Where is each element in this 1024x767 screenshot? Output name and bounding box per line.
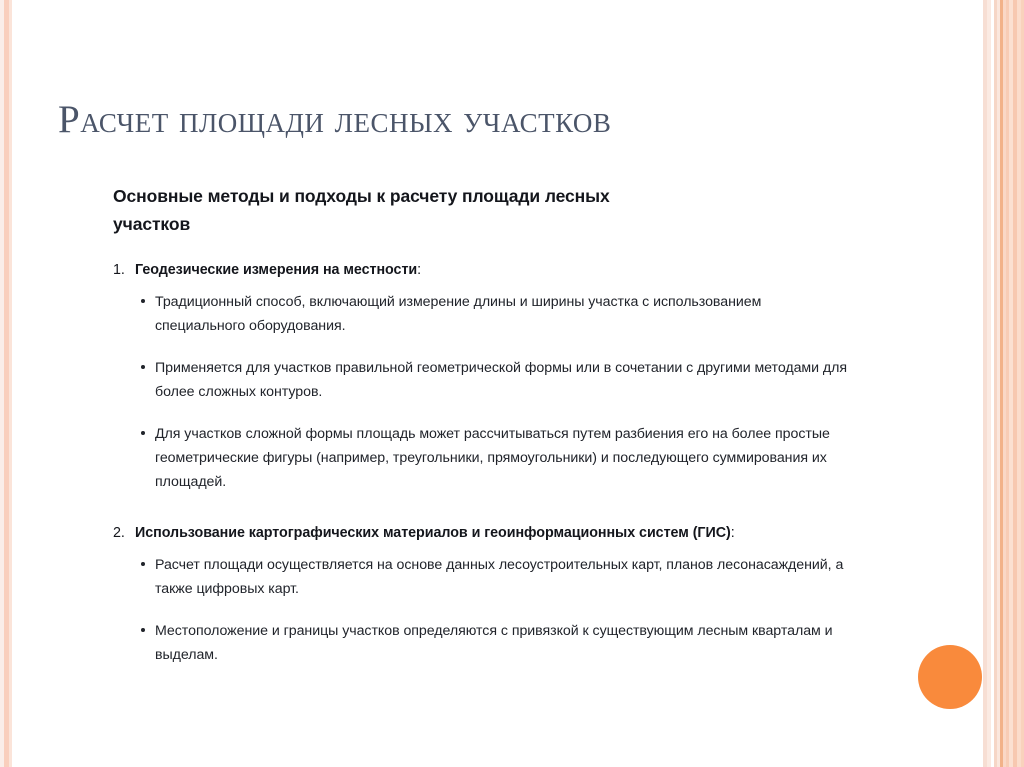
section-spacer <box>113 512 853 522</box>
slide-content <box>113 182 853 685</box>
decorative-stripe <box>12 0 14 767</box>
numbered-item-1 <box>113 259 853 282</box>
decorative-stripe <box>1009 0 1013 767</box>
bullet-dot-icon <box>141 365 145 369</box>
bullet-dot-icon <box>141 299 145 303</box>
decorative-stripe <box>1013 0 1017 767</box>
decorative-stripe <box>994 0 997 767</box>
bullet-dot-icon <box>141 628 145 632</box>
decorative-stripe <box>980 0 983 767</box>
decorative-stripe <box>0 0 4 767</box>
bullet-dot-icon <box>141 562 145 566</box>
bullet-list-1 <box>113 290 853 495</box>
list-item-text: Традиционный способ, включающий измерение длины и ширины участка с использованием специального оборудования. <box>155 293 762 335</box>
decorative-stripe <box>1003 0 1006 767</box>
decorative-stripe <box>991 0 994 767</box>
list-number-2: 2. <box>113 524 125 541</box>
list-item <box>113 290 853 339</box>
decorative-stripe <box>987 0 991 767</box>
list-label-2: Использование картографических материалов и геоинформационных систем (ГИС) <box>135 524 731 541</box>
list-item-text: Для участков сложной формы площадь может рассчитываться путем разбиения его на более простые геометрические фигуры (например, треугольники, прямоугольники) и последующего суммирования их площадей. <box>155 425 830 491</box>
numbered-item-2 <box>113 522 853 545</box>
decorative-stripe <box>9 0 12 767</box>
list-item <box>113 619 853 668</box>
list-label-1: Геодезические измерения на местности <box>135 261 418 278</box>
content-heading: Основные методы и подходы к расчету площади лесных участков <box>113 186 610 235</box>
list-item-text: Применяется для участков правильной геометрической формы или в сочетании с другими методами для более сложных контуров. <box>155 359 847 401</box>
left-decorative-stripes <box>0 0 14 767</box>
decorative-stripe <box>997 0 1000 767</box>
list-label-2-tail: : <box>730 524 735 541</box>
decorative-stripe <box>983 0 987 767</box>
list-item-text: Расчет площади осуществляется на основе данных лесоустроительных карт, планов лесонасаждений, а также цифровых карт. <box>155 556 844 598</box>
list-item-text: Местоположение и границы участков определяются с привязкой к существующим лесным кварталам и выделам. <box>155 622 833 664</box>
list-item <box>113 356 853 405</box>
list-item <box>113 422 853 495</box>
bullet-list-2 <box>113 553 853 668</box>
bullet-dot-icon <box>141 431 145 435</box>
decorative-stripe <box>1017 0 1021 767</box>
decorative-stripe <box>1006 0 1009 767</box>
page-title: Расчет площади лесных участков <box>58 98 612 141</box>
list-item <box>113 553 853 602</box>
decorative-stripe <box>4 0 9 767</box>
decorative-stripe <box>1000 0 1003 767</box>
list-number-1: 1. <box>113 261 125 278</box>
decorative-orange-circle <box>918 645 982 709</box>
list-label-1-tail: : <box>417 261 422 278</box>
right-decorative-stripes <box>980 0 1024 767</box>
